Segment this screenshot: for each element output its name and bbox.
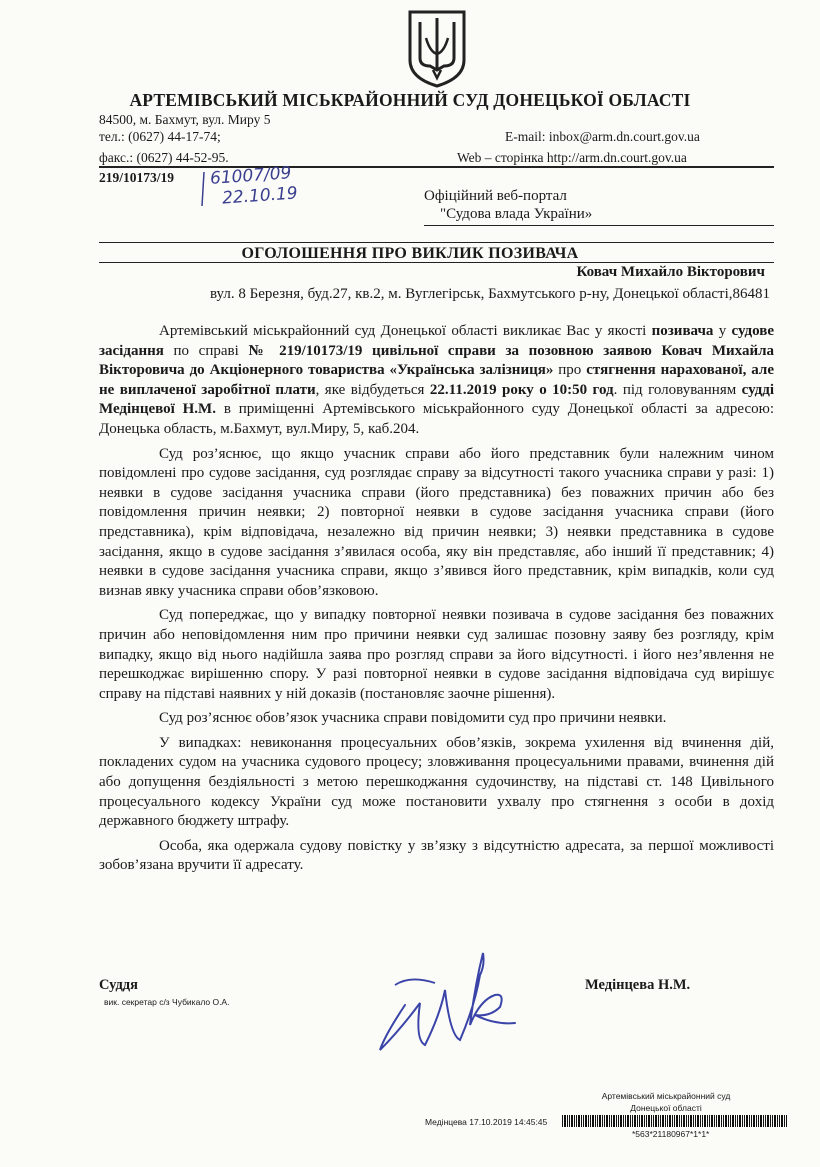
barcode-icon bbox=[562, 1115, 787, 1127]
paragraph-penalty: У випадках: невиконання процесуальних обов’язків, зокрема ухилення від вчинення дій, покладених судом на учасника судового процесу; зловживання процесуальними правами, вчинення дій або допущення бездіяльності з метою перешкоджання судочинству, на підставі ст. 148 Цивільного процесуального кодексу України суд може постановити ухвалу про стягнення з особи в дохід державного бюджету штрафу. bbox=[99, 734, 774, 830]
trident-coat-of-arms-icon bbox=[406, 8, 468, 88]
paragraph-warning: Суд попереджає, що у випадку повторної неявки позивача в судове засідання без поважних причин або неповідомлення ним про причини неявки суд залишає позовну заяву без розгляду, крім випадку, якщо від нього надійшла заява про розгляд справи за його відсутності. і його нез’явлення не перешкоджає вирішенню спору. У разі повторної неявки в судове засідання відповідача суд вирішує справу на підставі наявних у ній доказів (постановляє заочне рішення). bbox=[99, 607, 774, 702]
addressee-line-2: "Судова влада України» bbox=[440, 206, 593, 222]
court-name: АРТЕМІВСЬКИЙ МІСЬКРАЙОННИЙ СУД ДОНЕЦЬКОЇ ОБЛАСТІ bbox=[129, 90, 691, 110]
registration-stamp-date: 22.10.19 bbox=[221, 183, 299, 209]
secretary-name: вик. секретар с/з Чубикало О.А. bbox=[104, 997, 230, 1007]
paragraph-obligation: Суд роз’яснює обов’язок учасника справи повідомити суд про причини неявки. bbox=[159, 710, 667, 727]
addressee-underline bbox=[424, 225, 774, 226]
footer-timestamp: Медінцева 17.10.2019 14:45:45 bbox=[425, 1117, 548, 1127]
footer-court-line-1: Артемівський міськрайонний суд bbox=[601, 1091, 731, 1101]
court-email: E-mail: inbox@arm.dn.court.gov.ua bbox=[505, 129, 700, 144]
handwritten-signature-icon bbox=[365, 945, 520, 1065]
registration-stamp-number: 61007/09 bbox=[209, 163, 293, 189]
judge-name: Медінцева Н.М. bbox=[585, 977, 691, 993]
judge-title: Суддя bbox=[99, 977, 138, 993]
recipient-name: Ковач Михайло Вікторович bbox=[576, 264, 765, 280]
footer-court-name bbox=[586, 1090, 746, 1114]
court-phone: тел.: (0627) 44-17-74; bbox=[99, 129, 221, 144]
notice-title: ОГОЛОШЕННЯ ПРО ВИКЛИК ПОЗИВАЧА bbox=[241, 245, 579, 262]
paragraph-summons: Артемівський міськрайонний суд Донецької області викликає Вас у якості позивача у судове засідання по справі № 219/10173/19 цивільної справи за позовною заявою Ковач Михайла Вікторовича до Акціонерного товариства «Українська залізниця» про стягнення нарахованої, але не виплаченої заробітної плати, яке відбудеться 22.11.2019 року о 10:50 год. під головуванням судді Медінцевої Н.М. в приміщенні Артемівського міськрайонного суду Донецької області за адресою: Донецька область, м.Бахмут, вул.Миру, 5, каб.204. bbox=[99, 323, 775, 437]
court-website: Web – сторінка http://arm.dn.court.gov.ua bbox=[457, 150, 687, 165]
court-fax: факс.: (0627) 44-52-95. bbox=[99, 150, 229, 165]
addressee-line-1: Офіційний веб-портал bbox=[424, 188, 567, 204]
footer-court-line-2: Донецької області bbox=[630, 1103, 702, 1113]
case-number: 219/10173/19 bbox=[99, 170, 175, 185]
paragraph-absence-rules: Суд роз’яснює, що якщо учасник справи або його представник були належним чином повідомлені про судове засідання, суд розглядає справу за відсутності такого учасника справи у разі: 1) неявки в судове засідання учасника справи (його представника) без поважних причин або без повідомлення причин неявки; 2) повторної неявки в судове засідання учасника справи (його представника), крім відповідача, незалежно від причин неявки; 3) неявки представника в судове засідання, якщо в судове засідання з’явилася особа, яку він представляє, або інший її представник; 4) неявки в судове засідання учасника справи, якщо з’явився його представник, крім випадків, коли суд визнав явку учасника справи обов’язковою. bbox=[99, 445, 774, 599]
notice-body bbox=[99, 322, 774, 881]
title-top-rule bbox=[99, 242, 774, 243]
title-bottom-rule bbox=[99, 262, 774, 263]
paragraph-delivery: Особа, яка одержала судову повістку у зв’язку з відсутністю адресата, за першої можливості зобов’язана вручити її адресату. bbox=[99, 837, 774, 874]
court-address: 84500, м. Бахмут, вул. Миру 5 bbox=[99, 112, 271, 127]
recipient-address: вул. 8 Березня, буд.27, кв.2, м. Вуглегірськ, Бахмутського р-ну, Донецької області,86481 bbox=[209, 286, 770, 302]
barcode-number: *563*21180967*1*1* bbox=[632, 1129, 710, 1139]
